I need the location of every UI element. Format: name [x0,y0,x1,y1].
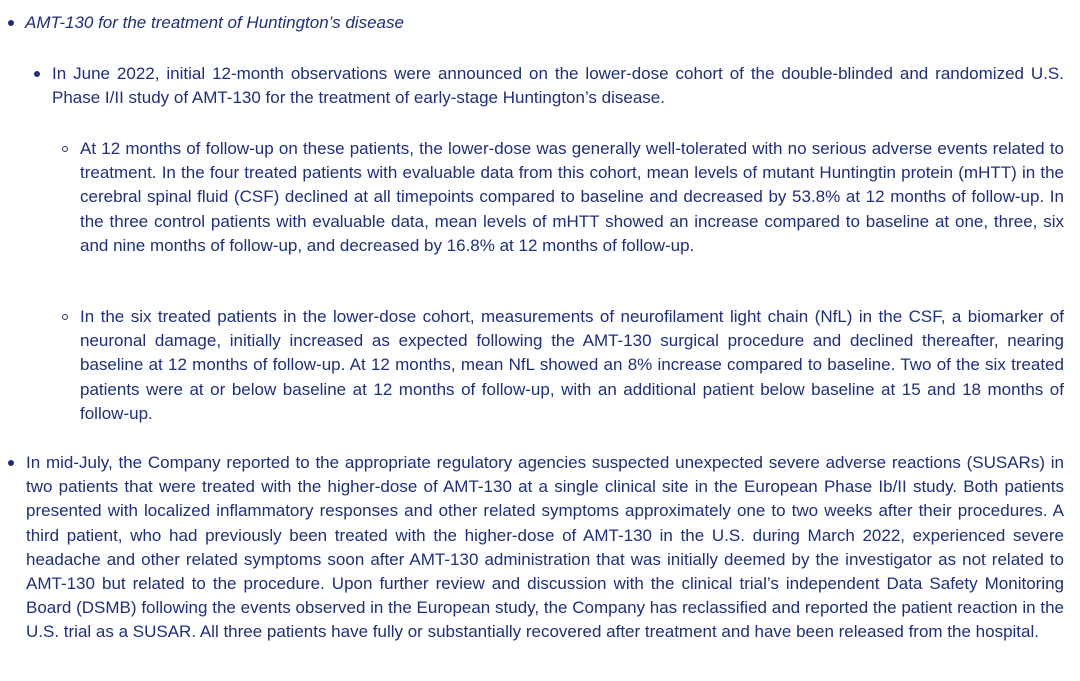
sub-list-item-text: At 12 months of follow-up on these patients, the lower-dose was generally well-tolerated with no serious adverse events related to treatment. In the four treated patients with evaluable data from this cohort, mean levels of mutant Huntingtin protein (mHTT) in the cerebral spinal fluid (CSF) declined at all timepoints compared to baseline and decreased by 53.8% at 12 months of follow-up. In the three control patients with evaluable data, mean levels of mHTT showed an increase compared to baseline at one, three, six and nine months of follow-up, and decreased by 16.8% at 12 months of follow-up. [80,139,1064,255]
section-heading: AMT-130 for the treatment of Huntington’s disease [25,13,404,32]
list-item-text: In June 2022, initial 12-month observations were announced on the lower-dose cohort of the double-blinded and randomized U.S. Phase I/II study of AMT-130 for the treatment of early-stage Huntington’s disease. [52,64,1064,108]
bullet-circle-icon [62,146,68,152]
section-heading-item [8,11,1058,35]
bullet-circle-icon [62,314,68,320]
bullet-dot-icon [34,71,40,77]
bullet-dot-icon [8,460,14,466]
list-item-text: In mid-July, the Company reported to the appropriate regulatory agencies suspected unexpected severe adverse reactions (SUSARs) in two patients that were treated with the higher-dose of AMT-130 at a single clinical site in the European Phase Ib/II study. Both patients presented with localized inflammatory responses and other related symptoms approximately one to two weeks after their procedures. A third patient, who had previously been treated with the higher-dose of AMT-130 in the U.S. during March 2022, experienced severe headache and other related symptoms soon after AMT-130 administration that was initially deemed by the investigator as not related to AMT-130 but related to the procedure. Upon further review and discussion with the clinical trial’s independent Data Safety Monitoring Board (DSMB) following the events observed in the European study, the Company has reclassified and reported the patient reaction in the U.S. trial as a SUSAR. All three patients have fully or substantially recovered after treatment and have been released from the hospital. [26,453,1064,642]
list-item [8,451,1064,645]
sub-list-item [62,137,1064,258]
sub-list-item-text: In the six treated patients in the lower-dose cohort, measurements of neurofilament light chain (NfL) in the CSF, a biomarker of neuronal damage, initially increased as expected following the AMT-130 surgical procedure and declined thereafter, nearing baseline at 12 months of follow-up. At 12 months, mean NfL showed an 8% increase compared to baseline. Two of the six treated patients were at or below baseline at 12 months of follow-up, with an additional patient below baseline at 15 and 18 months of follow-up. [80,307,1064,423]
list-item [34,62,1064,110]
sub-list-item [62,305,1064,426]
bullet-dot-icon [8,20,14,26]
